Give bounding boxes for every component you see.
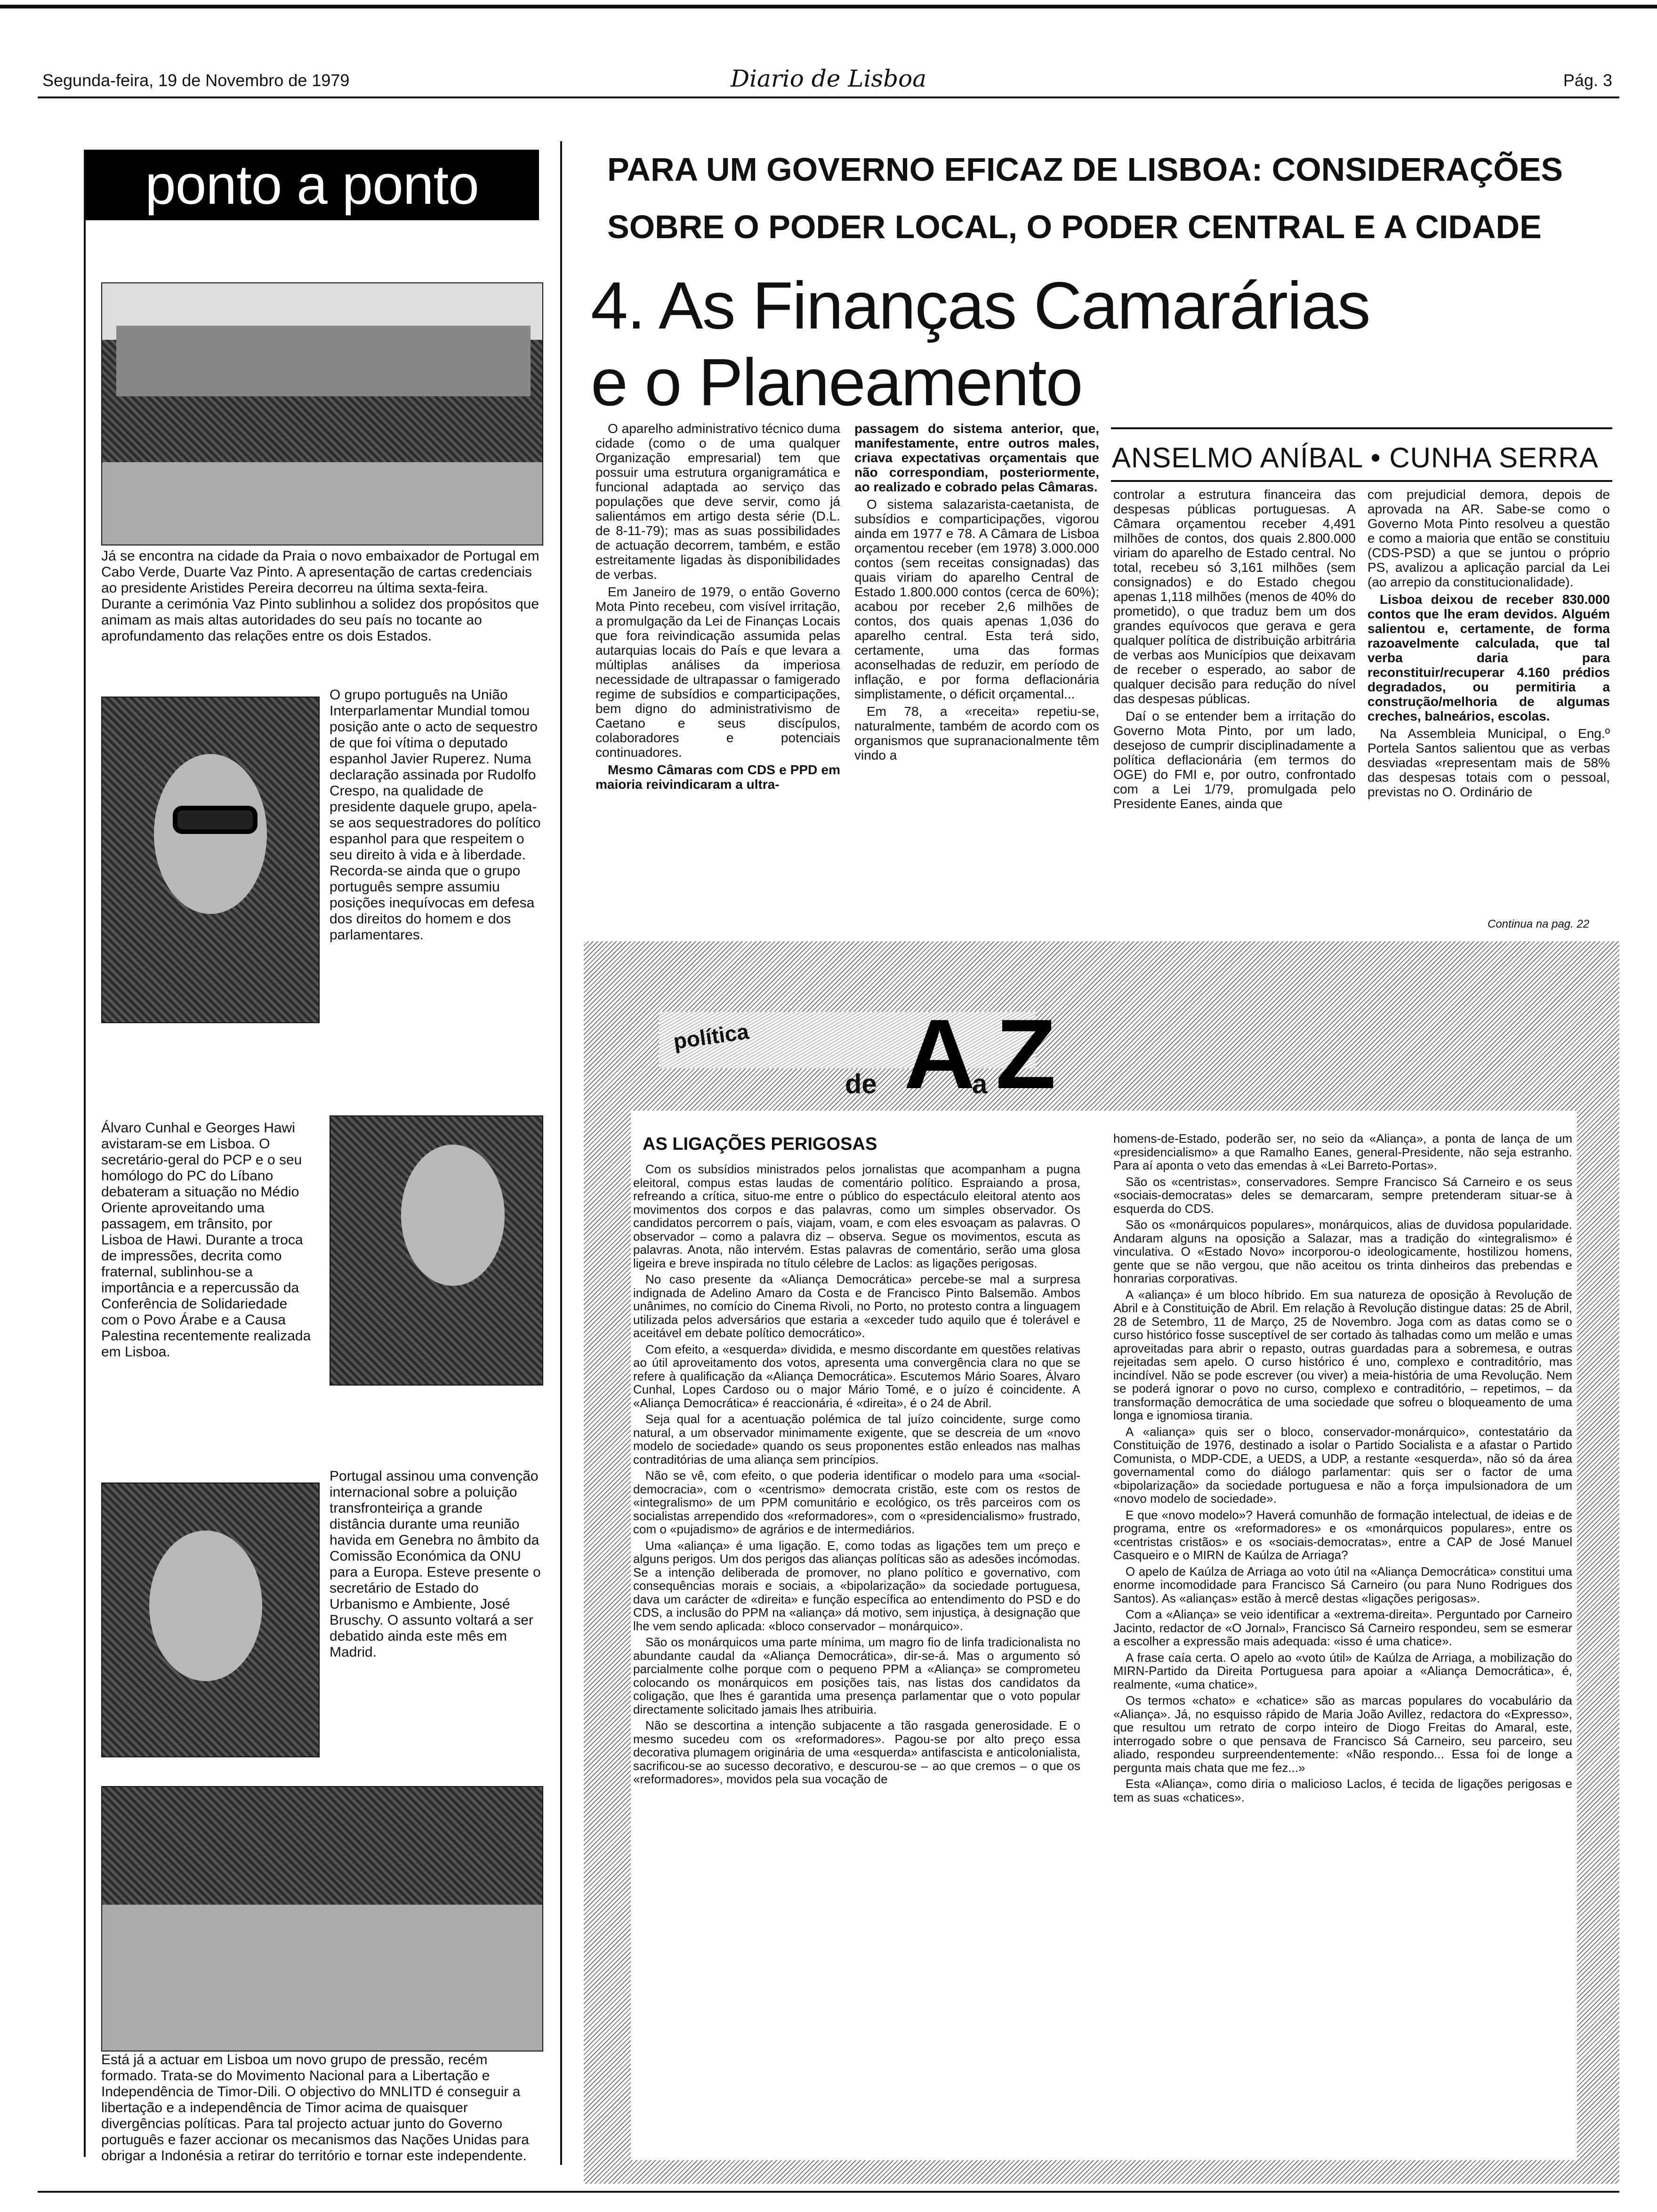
bold-text: passagem do sistema anterior, que, manifestamente, entre outros males, criava expectativas orçamentais que não correspondiam, posteriormente, ao realizado e cobrado pelas Câmaras. [854, 421, 1099, 494]
bruschy-portrait-photo [101, 1483, 320, 1757]
sidebar-item-ruperez: O grupo português na União Interparlamentar Mundial tomou posição ante o acto de sequestro de que foi vítima o deputado espanhol Javier Ruperez. Numa declaração assinada por Rudolfo Crespo, na qualidade de presidente daquele grupo, apela-se aos sequestradores do político espanhol para que respeitem o seu direito à vida e à liberdade. Recorda-se ainda que o grupo português sempre assumiu posições inequívocas em defesa dos direitos do homem e dos parlamentares. [330, 687, 541, 943]
letter-a-large: A [904, 999, 975, 1109]
paragraph: controlar a estrutura financeira das despesas públicas portuguesas. A Câmara orçamentou receber 4,491 milhões de contos, dos quais 2.800.000 viriam do aparelho de Estado central. No total, recebeu só 3,161 milhões (sem consignados) e do Estado chegou apenas 1,118 milhões (menos de 40% do prometido), o que traduz bem um dos grandes equívocos que gerava e gera qualquer política de distribuição arbitrária de verbas aos Municípios que deixavam de receber o esperado, ao sabor de qualquer decisão para redução do nível das despesas públicas. [1113, 487, 1356, 706]
paragraph: O aparelho administrativo técnico duma cidade (como o de uma qualquer Organização empresarial) tem que possuir uma estrutura organigramática e funcional adaptada ao serviço das populações que deve servir, como já salientámos em artigo desta série (D.L. de 8-11-79); mas as suas possibilidades de actuação decorrem, também, e estão estreitamente ligadas às disponibilidades de verbas. [595, 421, 840, 582]
paragraph: Com a «Aliança» se veio identificar a «extrema-direita». Perguntado por Carneiro Jacinto, redactor de «O Jornal», Francisco Sá Carneiro respondeu, sem se esmerar a escolher a expressão mais adequada: «isso é uma chatice». [1113, 1607, 1572, 1648]
paragraph: São os «centristas», conservadores. Sempre Francisco Sá Carneiro e os seus «sociais-democratas» deles se demarcaram, sempre pretenderam situar-se à esquerda do CDS. [1113, 1174, 1572, 1216]
paragraph: Os termos «chato» e «chatice» são as marcas populares do vocabulário da «Aliança». Já, no esquisso rápido de Maria João Avillez, redactora do «Expresso», que resultou um retrato de corpo inteiro de Diogo Freitas do Amaral, este, interrogado sobre o que pensava de Francisco Sá Carneiro, seu parceiro, seu aliado, respondeu surpreendentemente: «Não respondo... Essa foi de longe a pergunta mais chata que me fez...» [1113, 1693, 1572, 1775]
paragraph: Em 78, a «receita» repetiu-se, naturalmente, também de acordo com os organismos que supranacionalmente têm vindo a [854, 704, 1099, 762]
paragraph: São os monárquicos uma parte mínima, um magro fio de linfa tradicionalista no abundante caudal da «Aliança Democrática», dir-se-á. Mas o argumento só parcialmente colhe porque com o pequeno PPM a «Aliança» se comprometeu colocando os monárquicos em posições tais, nas listas dos candidatos da coligação, que lhes é garantida uma presença parlamentar que o voto popular directamente solicitado jamais lhes atribuiria. [633, 1635, 1080, 1716]
glasses [173, 806, 257, 834]
buildings [116, 326, 531, 396]
paragraph: Não se vê, com efeito, o que poderia identificar o modelo para uma «social-democracia», com o «centrismo» democrata cristão, este com os restos de «integralismo» de um PPM comunitário e ecológico, os três parceiros com os socialistas arrependido dos «reformadores», com o «presidencialismo» frustrado, com o «pujadismo» de agrários e de intermediários. [633, 1468, 1080, 1536]
paragraph: Com efeito, a «esquerda» dividida, e mesmo discordante em questões relativas ao útil aproveitamento dos votos, apresenta uma convergência clara no que se refere à qualificação da «Aliança Democrática». Escutemos Mário Soares, Álvaro Cunhal, Lopes Cardoso ou o major Mário Tomé, e o juízo é coincidente. A «Aliança Democrática» é reaccionária, é «direita», é o 24 de Abril. [633, 1342, 1080, 1410]
sidebar-item-timor: Está já a actuar em Lisboa um novo grupo de pressão, recém formado. Trata-se do Movimento Nacional para a Libertação e Independência de Timor-Dili. O objectivo do MNLITD é conseguir a libertação e a independência de Timor acima de quaisquer divergências políticas. Para tal projecto actuar junto do Governo português e fazer accionar os mecanismos das Nações Unidas para obrigar a Indonésia a retirar do território e tornar este independente. [101, 2052, 529, 2164]
crowd [102, 1905, 542, 2051]
paragraph: A frase caía certa. O apelo ao «voto útil» de Kaúlza de Arriaga, a mobilização do MIRN-Partido da Direita Portuguesa para apoiar a «Aliança Democrática», é, realmente, «uma chatice». [1113, 1650, 1572, 1691]
paragraph: Esta «Aliança», como diria o malicioso Laclos, é tecida de ligações perigosas e tem as suas «chatices». [1113, 1777, 1572, 1804]
crespo-portrait-photo [101, 697, 320, 1023]
paragraph: No caso presente da «Aliança Democrática» percebe-se mal a surpresa indignada de Adelino Amaro da Costa e de Francisco Pinto Balsemão. Ambos unânimes, no comício do Cinema Rivoli, no Porto, no protesto contra a linguagem utilizada pelos adversários que estaria a «exceder tudo aquilo que é tolerável e aceitável em debate político democrático». [633, 1272, 1080, 1340]
article2-title: AS LIGAÇÕES PERIGOSAS [643, 1134, 877, 1154]
article1-column-1 [595, 421, 840, 918]
timor-demonstration-photo [101, 1786, 543, 2052]
praia-city-photo [101, 282, 543, 545]
paragraph: E que «novo modelo»? Haverá comunhão de formação intelectual, de ideias e de programa, entre os «reformadores» e os «monárquicos populares», entre os «centristas cristãos» e os «sociais-democratas», entre a CAP de José Manuel Casqueiro e o MIRN de Kaúlza de Arriaga? [1113, 1507, 1572, 1562]
sidebar-left-border [84, 150, 86, 2157]
letter-z-large: Z [996, 999, 1056, 1109]
politica-badge: política [672, 1019, 750, 1054]
letter-a-small: a [972, 1069, 988, 1099]
paragraph: A «aliança» é um bloco híbrido. Em sua natureza de oposição à Revolução de Abril e à Constituição de Abril. Em relação à Revolução distingue datas: 25 de Abril, 28 de Setembro, 11 de Março, 25 de Novembro. Joga com as datas como se o curso histórico fosse susceptível de ser cortado às talhadas como um melão e umas aproveitadas para abrir o repasto, outras guardadas para a sobremesa, e outras rejeitadas sem apelo. O curso histórico é uno, complexo e contraditório, mas incindível. Não se pode escrever (ou viver) a meia-história de uma Revolução. Nem se poderá ignorar o povo no curso, complexo e contraditório, – repetimos, – da transformação democrática de uma sociedade que sofreu o bloqueamento de uma longa e ignomiosa tirania. [1113, 1287, 1572, 1422]
continued-note: Continua na pag. 22 [1488, 918, 1590, 930]
header-rule [38, 96, 1619, 98]
paragraph: O sistema salazarista-caetanista, de subsídios e comparticipações, vigorou ainda em 1977 e 78. A Câmara de Lisboa orçamentou receber (em 1978) 3.000.000 contos (sem receitas consignadas) das quais viriam do aparelho Central de Estado 1.800.000 contos (cerca de 60%); acabou por receber 2,6 milhões de contos, dos quais apenas 1,036 do aparelho central. Esta terá sido, certamente, uma das formas aconselhadas de reduzir, em período de inflação, e por forma deflacionária simplistamente, o déficit orçamental... [854, 497, 1099, 701]
masthead: Diario de Lisboa [730, 65, 927, 92]
face [401, 1145, 505, 1286]
bold-text: Mesmo Câmaras com CDS e PPD em maioria reivindicaram a ultra- [595, 762, 840, 792]
sidebar-item-cunhal-hawi: Álvaro Cunhal e Georges Hawi avistaram-se em Lisboa. O secretário-geral do PCP e o seu homólogo do PC do Líbano debateram a situação no Médio Oriente aproveitando uma passagem, em trânsito, por Lisboa de Hawi. Durante a troca de impressões, decrita como fraternal, sublinhou-se a importância e a repercussão da Conferência de Solidariedade com o Povo Árabe e a Causa Palestina recentemente realizada em Lisboa. [101, 1120, 311, 1360]
cunhal-portrait-photo [330, 1115, 543, 1386]
article1-column-2 [854, 421, 1099, 918]
article2-right-column [1113, 1132, 1572, 2156]
paragraph: homens-de-Estado, poderão ser, no seio da «Aliança», a ponta de lança de um «presidencialismo» a que Ramalho Eanes, general-Presidente, não seja estranho. Para aí aponta o veto das emendas à «Lei Barreto-Portas». [1113, 1132, 1572, 1172]
square [102, 462, 542, 545]
paragraph: Daí o se entender bem a irritação do Governo Mota Pinto, por um lado, desejoso de cumprir disciplinadamente a política deflacionária (em termos do OGE) do FMI e, por outro, confrontado com a Lei 1/79, promulgada pelo Presidente Eanes, ainda que [1113, 709, 1356, 811]
header-date: Segunda-feira, 19 de Novembro de 1979 [42, 71, 350, 90]
paragraph: Com os subsídios ministrados pelos jornalistas que acompanham a pugna eleitoral, compus estas laudas de comentário político. Espraiando a prosa, refreando a crítica, situo-me entre o público do espectáculo eleitoral atento aos movimentos dos corpos e das palavras, como um simples observador. Os candidatos percorrem o país, viajam, voam, e com eles esvoaçam as palavras. O observador – como a palavra diz – observa. Segue os movimentos, escuta as palavras. Anota, não intervém. Estas palavras de comentário, serão uma glosa ligeira e breve inspirada no título célebre de Laclos: as ligações perigosas. [633, 1162, 1080, 1270]
paragraph: O apelo de Kaúlza de Arriaga ao voto útil na «Aliança Democrática» constitui uma enorme incomodidade para Francisco Sá Carneiro (ou para Nuno Rodrigues dos Santos). As «alianças» estão à mercê destas «ligações perigosas». [1113, 1564, 1572, 1605]
paragraph: Não se descortina a intenção subjacente a tão rasgada generosidade. E o mesmo sucedeu com os «reformadores». Pagou-se por alto preço essa decorativa plumagem originária de uma «esquerda» antifascista e anticolonialista, sacrificou-se ao sucesso decorativo, e descurou-se – ao que cremos – o que os «reformadores», movidos pela sua vocação de [633, 1718, 1080, 1786]
paragraph: São os «monárquicos populares», monárquicos, alias de duvidosa popularidade. Andaram alguns na oposição a Salazar, mas a tradição do «integralismo» é vinculativa. O «Estado Novo» incorporou-o ideologicamente, hostilizou homens, gente que se não vergou, que não aceitou os trinta dinheiros das prebendas e honrarias corporativas. [1113, 1218, 1572, 1285]
article-headline-line-1: 4. As Finanças Camarárias [591, 268, 1370, 343]
sidebar-item-pollution: Portugal assinou uma convenção internacional sobre a poluição transfronteiriça a grande distância durante uma reunião havida em Genebra no âmbito da Comissão Económica da ONU para a Europa. Esteve presente o secretário de Estado do Urbanismo e Ambiente, José Bruschy. O assunto voltará a ser debatido ainda este mês em Madrid. [330, 1468, 541, 1660]
paragraph: A «aliança» quis ser o bloco, conservador-monárquico», contestatário da Constituição de 1976, destinado a isolar o Partido Socialista e a afastar o Partido Comunista, o MDP-CDE, a UEDS, a UDP, a restante «esquerda», não só da área governamental como do diálogo parlamentar: quis ser o factor de uma «bipolarização» da sociedade portuguesa e não a força impulsionadora de um «novo modelo de sociedade». [1113, 1424, 1572, 1506]
paragraph: Em Janeiro de 1979, o então Governo Mota Pinto recebeu, com visível irritação, a promulgação da Lei de Finanças Locais que fora reivindicação assumida pelas autarquias locais do País e que levara a múltiplas análises da imperiosa necessidade de ultrapassar o famigerado regime de subsídios e comparticipações, bem digno do administrativismo de Caetano e seus discípulos, colaboradores e potenciais continuadores. [595, 585, 840, 760]
paragraph [854, 421, 1099, 494]
paragraph: Na Assembleia Municipal, o Eng.º Portela Santos salientou que as verbas desviadas «representam mais de 58% das despesas totais com o pessoal, previstas no O. Ordinário de [1367, 726, 1610, 799]
face [149, 1531, 262, 1681]
article1-column-3 [1113, 487, 1356, 920]
de-label: de [845, 1069, 877, 1099]
article-byline: ANSELMO ANÍBAL • CUNHA SERRA [1112, 442, 1599, 473]
page-number: Pág. 3 [1563, 71, 1612, 90]
sidebar-title: ponto a ponto [85, 150, 539, 220]
top-border [0, 5, 1657, 8]
article-kicker-line-1: PARA UM GOVERNO EFICAZ DE LISBOA: CONSIDERAÇÕES [607, 151, 1563, 188]
byline-rule [1111, 427, 1612, 429]
sidebar-item-cabo-verde: Já se encontra na cidade da Praia o novo embaixador de Portugal em Cabo Verde, Duarte Vaz Pinto. A apresentação de cartas credenciais ao presidente Aristides Pereira decorreu na última sexta-feira. Durante a cerimónia Vaz Pinto sublinhou a solidez dos propósitos que animam as mais altas autoridades do seu país no tocante ao aprofundamento das relações entre os dois Estados. [101, 548, 539, 644]
article-headline-line-2: e o Planeamento [591, 345, 1082, 420]
article-kicker-line-2: SOBRE O PODER LOCAL, O PODER CENTRAL E A CIDADE [607, 208, 1542, 245]
paragraph [1367, 592, 1610, 723]
article1-column-4 [1367, 487, 1610, 920]
bottom-rule [38, 2191, 1619, 2193]
paragraph [595, 762, 840, 792]
paragraph: Uma «aliança» é uma ligação. E, como todas as ligações tem um preço e alguns perigos. Um dos perigos das alianças políticas são as adesões incómodas. Se a intenção deliberada de promover, no plano político e governativo, com consequências morais e sociais, a «bipolarização» da sociedade portuguesa, dava um carácter de «direita» e função específica ao entendimento do PSD e do CDS, a inclusão do PPM na «aliança» dá motivo, sem injustiça, à designação que lhe vem sendo aplicada: «bloco conservador – monárquico». [633, 1538, 1080, 1633]
paragraph: com prejudicial demora, depois de aprovada na AR. Sabe-se como o Governo Mota Pinto resolveu a questão e como a maioria que então se constituiu (CDS-PSD) a que se juntou o próprio PS, avalizou a aplicação parcial da Lei (ao arrepio da constitucionalidade). [1367, 487, 1610, 589]
bold-text: Lisboa deixou de receber 830.000 contos que lhe eram devidos. Alguém salientou e, certamente, de forma razoavelmente calculada, que tal verba daria para reconstituir/recuperar 4.160 prédios degradados, ou permitiria a construção/melhoria de algumas creches, balneários, escolas. [1367, 592, 1610, 723]
face [154, 754, 267, 914]
article2-left-column [633, 1162, 1080, 2156]
paragraph: Seja qual for a acentuação polémica de tal juízo coincidente, surge como natural, a um observador minimamente exigente, que se descreia de um «novo modelo de sociedade» quando os seus proponentes estão enleados nas malhas contraditórias de uma aliança sem princípios. [633, 1412, 1080, 1467]
byline-rule-bottom [1111, 480, 1612, 482]
sidebar-divider [560, 141, 562, 2165]
